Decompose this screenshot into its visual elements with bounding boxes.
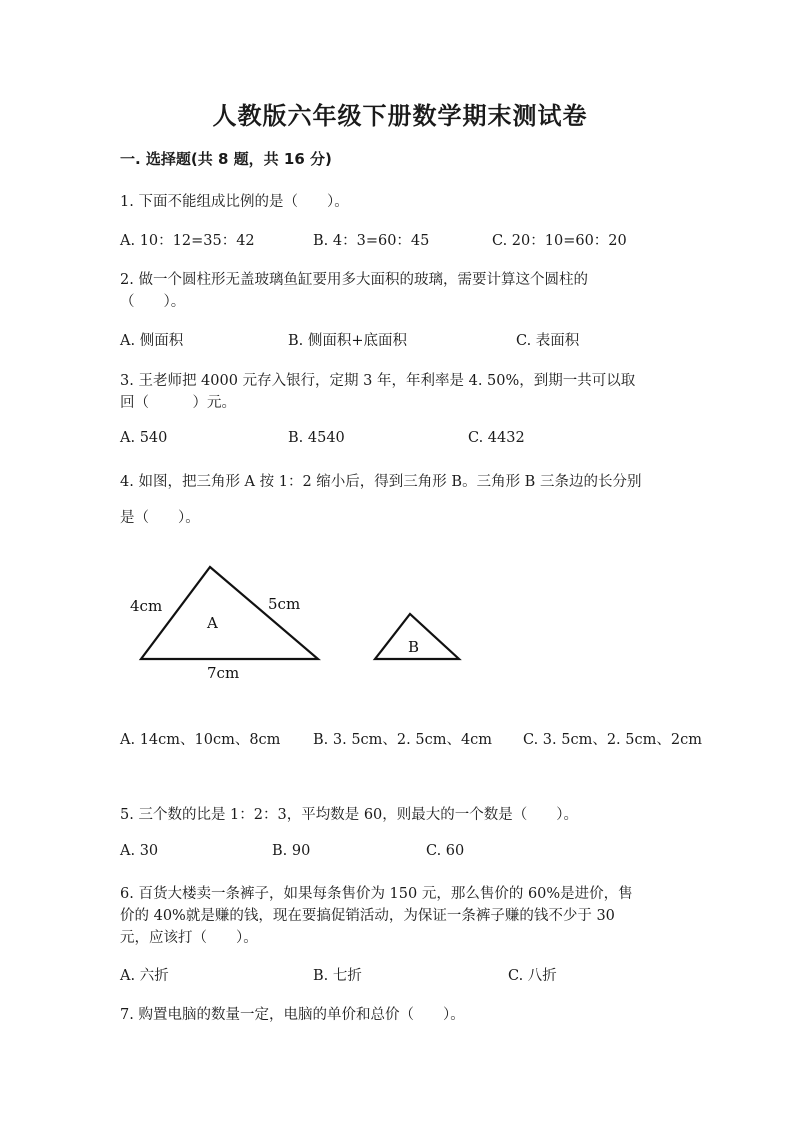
triangle-a-label: A — [207, 614, 218, 632]
question-2-option-b: B. 侧面积+底面积 — [288, 333, 408, 349]
question-2-option-c: C. 表面积 — [516, 333, 580, 349]
question-3-option-c: C. 4432 — [468, 430, 525, 446]
question-7-stem: 7. 购置电脑的数量一定，电脑的单价和总价（ ）。 — [120, 1007, 465, 1023]
question-4-option-b: B. 3. 5cm、2. 5cm、4cm — [313, 732, 493, 748]
question-1-stem: 1. 下面不能组成比例的是（ ）。 — [120, 194, 349, 210]
triangle-a-side-right-label: 5cm — [268, 595, 301, 613]
question-2-stem-line-1: 2. 做一个圆柱形无盖玻璃鱼缸要用多大面积的玻璃，需要计算这个圆柱的 — [120, 272, 588, 288]
triangle-figure — [120, 558, 480, 688]
question-5-option-c: C. 60 — [426, 843, 465, 859]
question-6-stem-line-3: 元，应该打（ ）。 — [120, 930, 258, 946]
question-5-stem: 5. 三个数的比是 1：2：3，平均数是 60，则最大的一个数是（ ）。 — [120, 807, 579, 823]
question-4-stem-line-1: 4. 如图，把三角形 A 按 1：2 缩小后，得到三角形 B。三角形 B 三条边的长分别 — [120, 474, 642, 490]
triangle-a — [141, 567, 318, 659]
question-3-stem-line-2: 回（ ）元。 — [120, 395, 236, 411]
question-5-option-a: A. 30 — [120, 843, 159, 859]
question-3-option-b: B. 4540 — [288, 430, 345, 446]
question-1-option-b: B. 4：3=60：45 — [313, 233, 430, 249]
question-3-stem-line-1: 3. 王老师把 4000 元存入银行，定期 3 年，年利率是 4. 50%，到期一共可以取 — [120, 373, 636, 389]
question-6-option-c: C. 八折 — [508, 968, 557, 984]
question-6-stem-line-2: 价的 40%就是赚的钱，现在要搞促销活动，为保证一条裤子赚的钱不少于 30 — [120, 908, 615, 924]
question-2-stem-line-2: （ ）。 — [120, 294, 186, 310]
triangle-b-label: B — [408, 638, 420, 656]
question-4-option-a: A. 14cm、10cm、8cm — [120, 732, 281, 748]
question-3-option-a: A. 540 — [120, 430, 168, 446]
triangle-a-side-bottom-label: 7cm — [207, 664, 240, 682]
page-title: 人教版六年级下册数学期末测试卷 — [212, 102, 588, 130]
question-2-option-a: A. 侧面积 — [120, 333, 184, 349]
question-1-option-a: A. 10：12=35：42 — [120, 233, 255, 249]
question-6-stem-line-1: 6. 百货大楼卖一条裤子，如果每条售价为 150 元，那么售价的 60%是进价，售 — [120, 886, 633, 902]
triangle-a-side-left-label: 4cm — [130, 597, 163, 615]
question-4-option-c: C. 3. 5cm、2. 5cm、2cm — [523, 732, 702, 748]
question-6-option-a: A. 六折 — [120, 968, 169, 984]
question-5-option-b: B. 90 — [272, 843, 311, 859]
question-1-option-c: C. 20：10=60：20 — [492, 233, 627, 249]
question-4-stem-line-2: 是（ ）。 — [120, 510, 200, 526]
section-heading: 一. 选择题(共 8 题，共 16 分) — [120, 150, 332, 168]
question-6-option-b: B. 七折 — [313, 968, 362, 984]
